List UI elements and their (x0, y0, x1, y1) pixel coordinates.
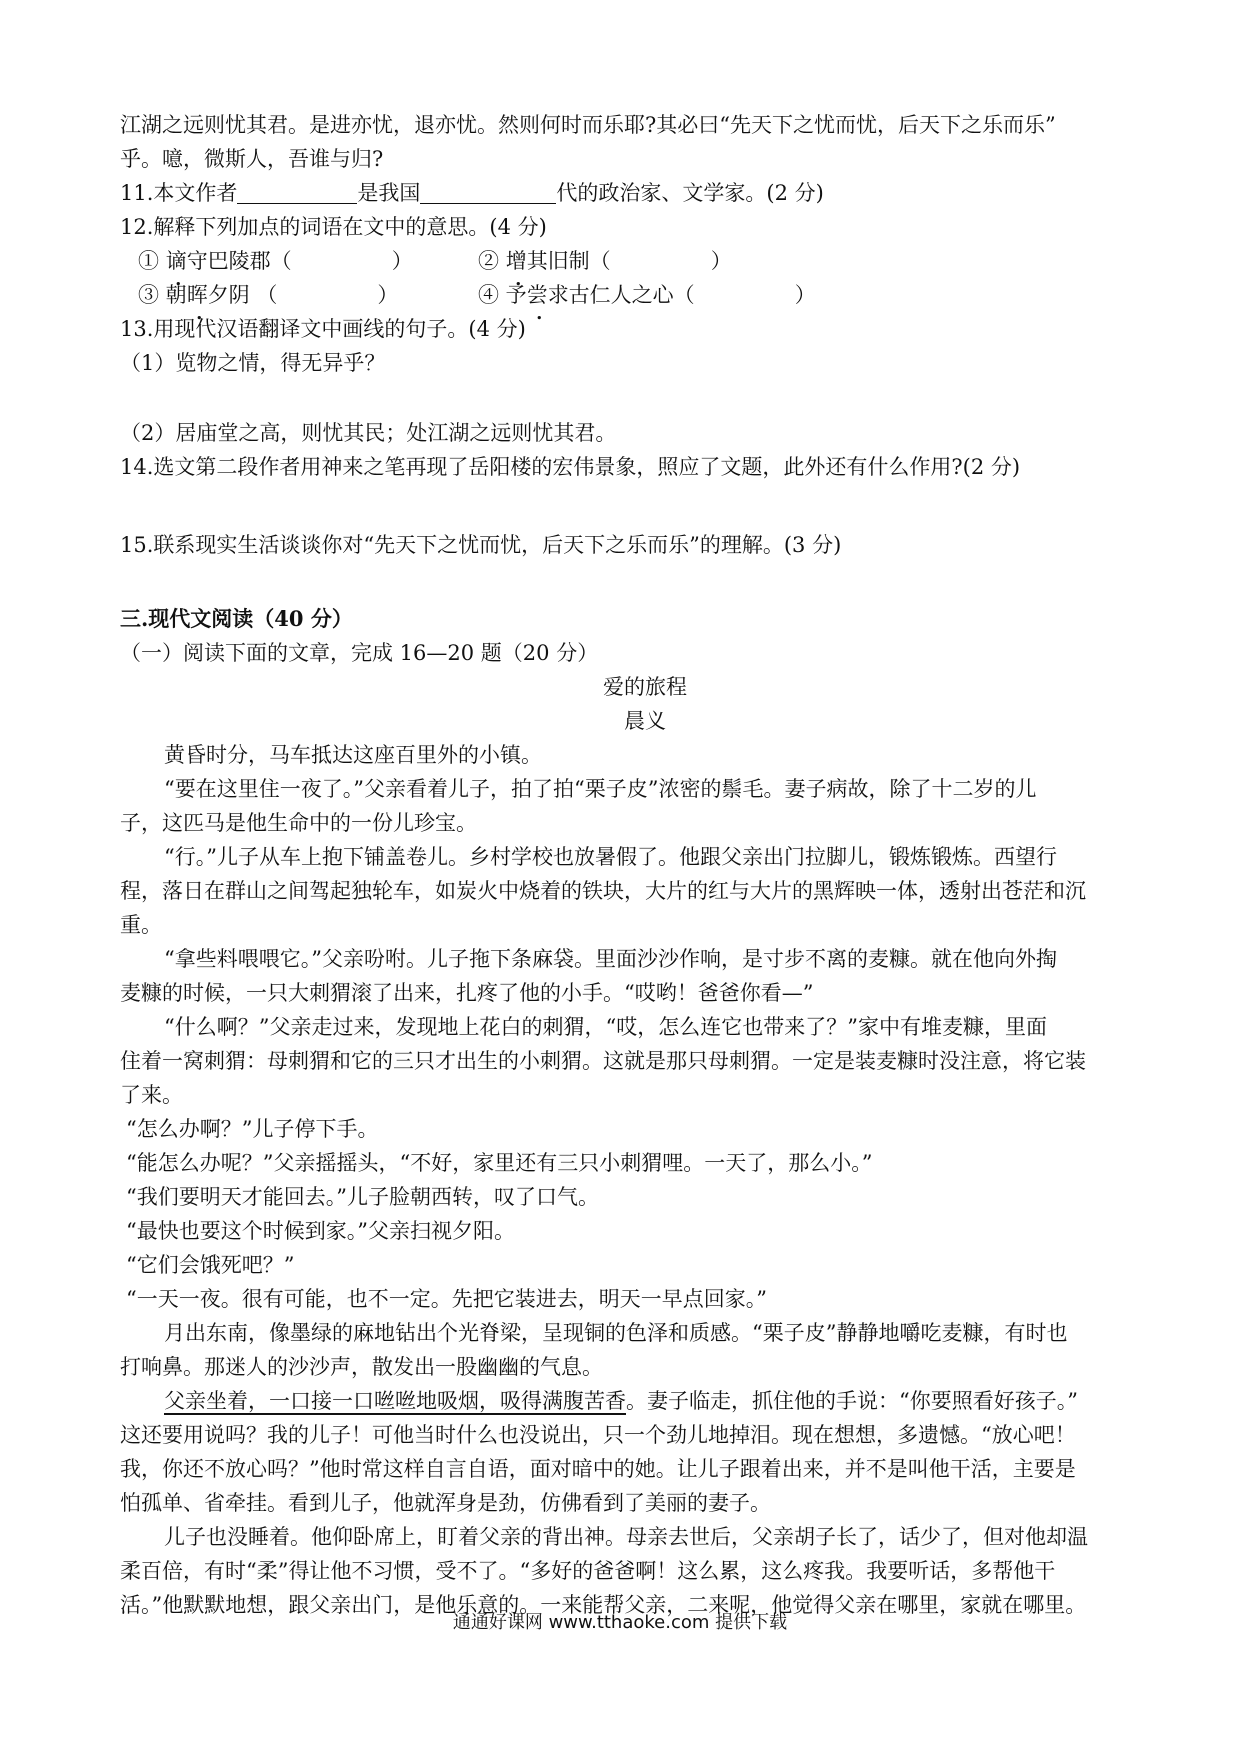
question-14: 14.选文第二段作者用神来之笔再现了岳阳楼的宏伟景象，照应了文题，此外还有什么作用?(2 分) (120, 455, 1021, 479)
story-line: 重。 (120, 913, 162, 937)
question-12: 12.解释下列加点的词语在文中的意思。(4 分) (120, 215, 547, 239)
story-line: 子，这匹马是他生命中的一份儿珍宝。 (120, 811, 477, 835)
story-line: “拿些料喂喂它。”父亲吩咐。儿子拖下条麻袋。里面沙沙作响，是寸步不离的麦糠。就在他向外掏 (164, 947, 1057, 971)
story-line: 柔百倍，有时“柔”得让他不习惯，受不了。“多好的爸爸啊！这么累，这么疼我。我要听话，多帮他干 (120, 1559, 1056, 1583)
story-line: 程，落日在群山之间驾起独轮车，如炭火中烧着的铁块，大片的红与大片的黑辉映一体，透射出苍茫和沉 (120, 879, 1086, 903)
text-line: 江湖之远则忧其君。是进亦忧，退亦忧。然则何时而乐耶?其必曰“先天下之忧而忧，后天下之乐而乐” (120, 113, 1056, 137)
article-title: 爱的旅程 (603, 675, 687, 699)
dotted-word: 增 (505, 249, 527, 273)
story-line: “要在这里住一夜了。”父亲看着儿子，拍了拍“栗子皮”浓密的鬃毛。妻子病故，除了十二岁的儿 (164, 777, 1037, 801)
story-line: “行。”儿子从车上抱下铺盖卷儿。乡村学校也放暑假了。他跟父亲出门拉脚儿，锻炼锻炼。西望行 (164, 845, 1057, 869)
q12-row-2: ③ 朝晖夕阴 （ ） ④ 予尝求古仁人之心（ ） (138, 283, 816, 307)
story-line: 黄昏时分，马车抵达这座百里外的小镇。 (164, 743, 542, 767)
story-line: 麦糠的时候，一只大刺猬滚了出来，扎疼了他的小手。“哎哟！爸爸你看—” (120, 981, 814, 1005)
story-line-underlined: 父亲坐着，一口接一口咝咝地吸烟，吸得满腹苦香。妻子临走，抓住他的手说：“你要照看好孩子。” (164, 1389, 1078, 1413)
story-line: “我们要明天才能回去。”儿子脸朝西转，叹了口气。 (126, 1185, 599, 1209)
section-heading: 三.现代文阅读（40 分） (120, 606, 353, 631)
story-line: 打响鼻。那迷人的沙沙声，散发出一股幽幽的气息。 (120, 1355, 603, 1379)
story-line: “一天一夜。很有可能，也不一定。先把它装进去，明天一早点回家。” (126, 1287, 767, 1311)
underlined-sentence: 父亲坐着，一口接一口咝咝地吸烟，吸得满腹苦香 (164, 1389, 626, 1413)
question-15: 15.联系现实生活谈谈你对“先天下之忧而忧，后天下之乐而乐”的理解。(3 分) (120, 533, 842, 557)
question-13-2: （2）居庙堂之高，则忧其民；处江湖之远则忧其君。 (120, 421, 617, 445)
page-footer: 通通好课网 www.tthaoke.com 提供下载 (452, 1612, 788, 1633)
story-line: “能怎么办呢？”父亲摇摇头，“不好，家里还有三只小刺猬哩。一天了，那么小。” (126, 1151, 873, 1175)
question-11: 11.本文作者 是我国 代的政治家、文学家。(2 分) (120, 181, 824, 205)
dotted-word: 谪 (165, 249, 187, 273)
question-13-1: （1）览物之情，得无异乎？ (120, 351, 386, 375)
story-line: “怎么办啊？”儿子停下手。 (126, 1117, 379, 1141)
story-line: 住着一窝刺猬：母刺猬和它的三只才出生的小刺猬。这就是那只母刺猬。一定是装麦糠时没注意，将它装 (120, 1049, 1086, 1073)
story-line: “最快也要这个时候到家。”父亲扫视夕阳。 (126, 1219, 515, 1243)
story-line: 活。”他默默地想，跟父亲出门，是他乐意的。一来能帮父亲，二来呢，他觉得父亲在哪里，家就在哪里。 (120, 1593, 1087, 1617)
text-line: 乎。噫，微斯人，吾谁与归? (120, 147, 384, 171)
answer-blank[interactable] (420, 179, 556, 204)
question-13: 13.用现代汉语翻译文中画线的句子。(4 分) (120, 317, 526, 341)
subsection-heading: （一）阅读下面的文章，完成 16—20 题（20 分） (120, 641, 599, 665)
story-line: 怕孤单、省牵挂。看到儿子，他就浑身是劲，仿佛看到了美丽的妻子。 (120, 1491, 771, 1515)
answer-blank[interactable] (237, 179, 357, 204)
article-author: 晨义 (624, 709, 666, 733)
story-line: 了来。 (120, 1083, 183, 1107)
dotted-word: 晖 (186, 283, 208, 307)
story-line: 这还要用说吗？我的儿子！可他当时什么也没说出，只一个劲儿地掉泪。现在想想，多遗憾。“放心吧！ (120, 1423, 1076, 1447)
q12-row-1: ① 谪守巴陵郡（ ） ② 增其旧制（ ） (138, 249, 732, 273)
story-line: “它们会饿死吧？” (126, 1253, 295, 1277)
story-line: 儿子也没睡着。他仰卧席上，盯着父亲的背出神。母亲去世后，父亲胡子长了，话少了，但对他却温 (164, 1525, 1088, 1549)
story-line: 我，你还不放心吗？”他时常这样自言自语，面对暗中的她。让儿子跟着出来，并不是叫他干活，主要是 (120, 1457, 1076, 1481)
story-line: “什么啊？”父亲走过来，发现地上花白的刺猬，“哎，怎么连它也带来了？”家中有堆麦糠，里面 (164, 1015, 1047, 1039)
dotted-word: 尝 (526, 283, 548, 307)
story-line: 月出东南，像墨绿的麻地钻出个光脊梁，呈现铜的色泽和质感。“栗子皮”静静地嚼吃麦糠，有时也 (164, 1321, 1068, 1345)
page-content (120, 108, 1130, 1622)
